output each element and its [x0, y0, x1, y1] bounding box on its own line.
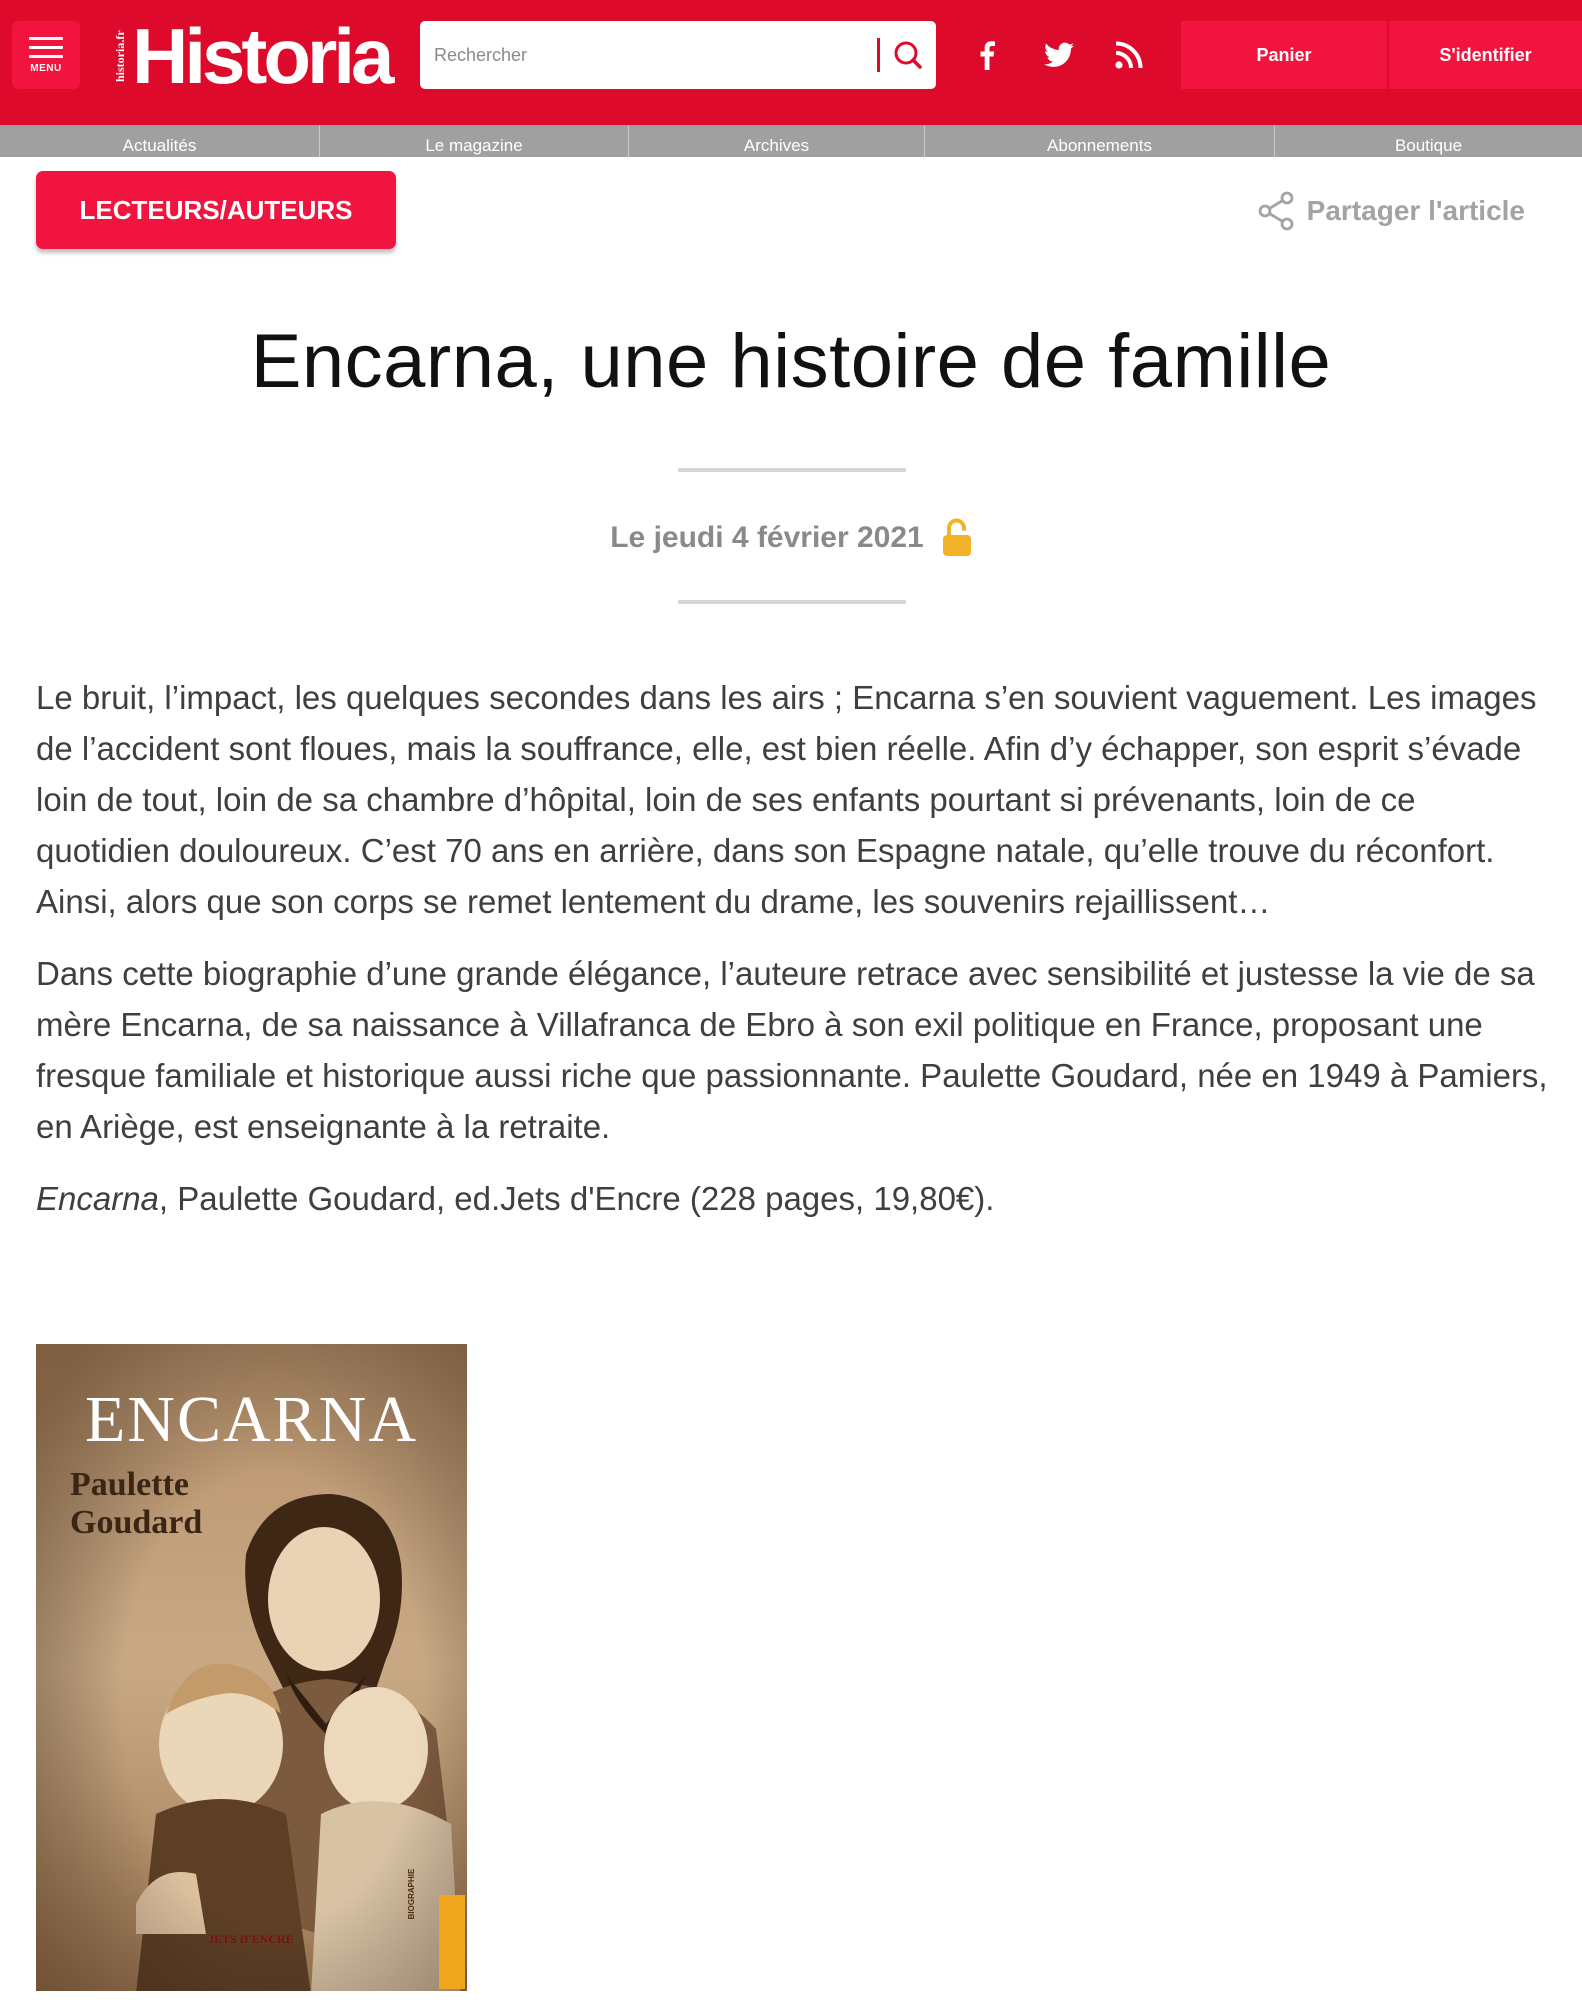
- title-divider-top: [678, 468, 906, 472]
- historia-logo[interactable]: [113, 12, 391, 100]
- login-button[interactable]: S'identifier: [1389, 21, 1582, 89]
- article-title: Encarna, une histoire de famille: [250, 319, 1332, 404]
- cover-genre: BIOGRAPHIE: [407, 1868, 416, 1920]
- book-title: Encarna: [36, 1180, 159, 1217]
- search-box: [420, 21, 936, 89]
- cover-author: [70, 1466, 202, 1542]
- cover-author-first: Paulette: [70, 1466, 189, 1503]
- hamburger-icon: [29, 37, 63, 58]
- article-paragraph-1: Le bruit, l’impact, les quelques secondes dans les airs ; Encarna s’en souvient vaguement. Les images de l’accident sont floues, mais la souffrance, elle, est bien réelle. Afin d’y échapper, son esprit s’évade loin de tout, loin de sa chambre d’hôpital, loin de ses enfants pourtant si prévenants, loin de ce quotidien douloureux. C’est 70 ans en arrière, dans son Espagne natale, qu’elle trouve du réconfort. Ainsi, alors que son corps se remet lentement du drame, les souvenirs rejaillissent…: [36, 679, 1537, 920]
- nav-item-abonnements[interactable]: Abonnements: [925, 125, 1275, 157]
- menu-button[interactable]: [12, 21, 80, 89]
- share-icon: [1257, 191, 1295, 231]
- menu-label: MENU: [30, 62, 62, 74]
- logo-wordmark: Historia: [132, 12, 391, 100]
- publication-date: Le jeudi 4 février 2021: [610, 521, 924, 554]
- nav-item-actualites[interactable]: Actualités: [0, 125, 320, 157]
- facebook-icon[interactable]: [962, 30, 1012, 80]
- logo-site: historia.fr: [113, 30, 127, 82]
- share-label: Partager l'article: [1306, 195, 1525, 226]
- article-body: [36, 672, 1551, 1245]
- main-nav: [0, 125, 1582, 157]
- cart-button[interactable]: Panier: [1181, 21, 1387, 89]
- search-input[interactable]: [420, 21, 877, 89]
- title-divider-bottom: [678, 600, 906, 604]
- nav-item-archives[interactable]: Archives: [629, 125, 925, 157]
- search-icon[interactable]: [880, 21, 936, 89]
- cover-genre-band: [407, 1868, 465, 1989]
- twitter-icon[interactable]: [1034, 30, 1084, 80]
- unlocked-padlock-icon: [942, 518, 972, 558]
- cover-publisher: JETS D'ENCRE: [208, 1932, 294, 1946]
- nav-item-magazine[interactable]: Le magazine: [320, 125, 629, 157]
- rss-icon[interactable]: [1104, 30, 1154, 80]
- article-paragraph-2: Dans cette biographie d’une grande élégance, l’auteure retrace avec sensibilité et justesse la vie de sa mère Encarna, de sa naissance à Villafranca de Ebro à son exil politique en France, proposant une fresque familiale et historique aussi riche que passionnante. Paulette Goudard, née en 1949 à Pamiers, en Ariège, est enseignante à la retraite.: [36, 955, 1548, 1145]
- category-button[interactable]: LECTEURS/AUTEURS: [36, 171, 396, 249]
- cover-title: ENCARNA: [84, 1383, 418, 1456]
- cover-author-last: Goudard: [70, 1504, 203, 1541]
- book-details: , Paulette Goudard, ed.Jets d'Encre (228 pages, 19,80€).: [158, 1180, 995, 1217]
- top-header: [0, 0, 1582, 125]
- nav-item-boutique[interactable]: Boutique: [1394, 136, 1463, 155]
- book-cover-image: [36, 1344, 467, 1991]
- book-reference: [36, 1173, 1551, 1224]
- date-row: [0, 516, 1582, 560]
- share-article-button[interactable]: [1257, 189, 1525, 233]
